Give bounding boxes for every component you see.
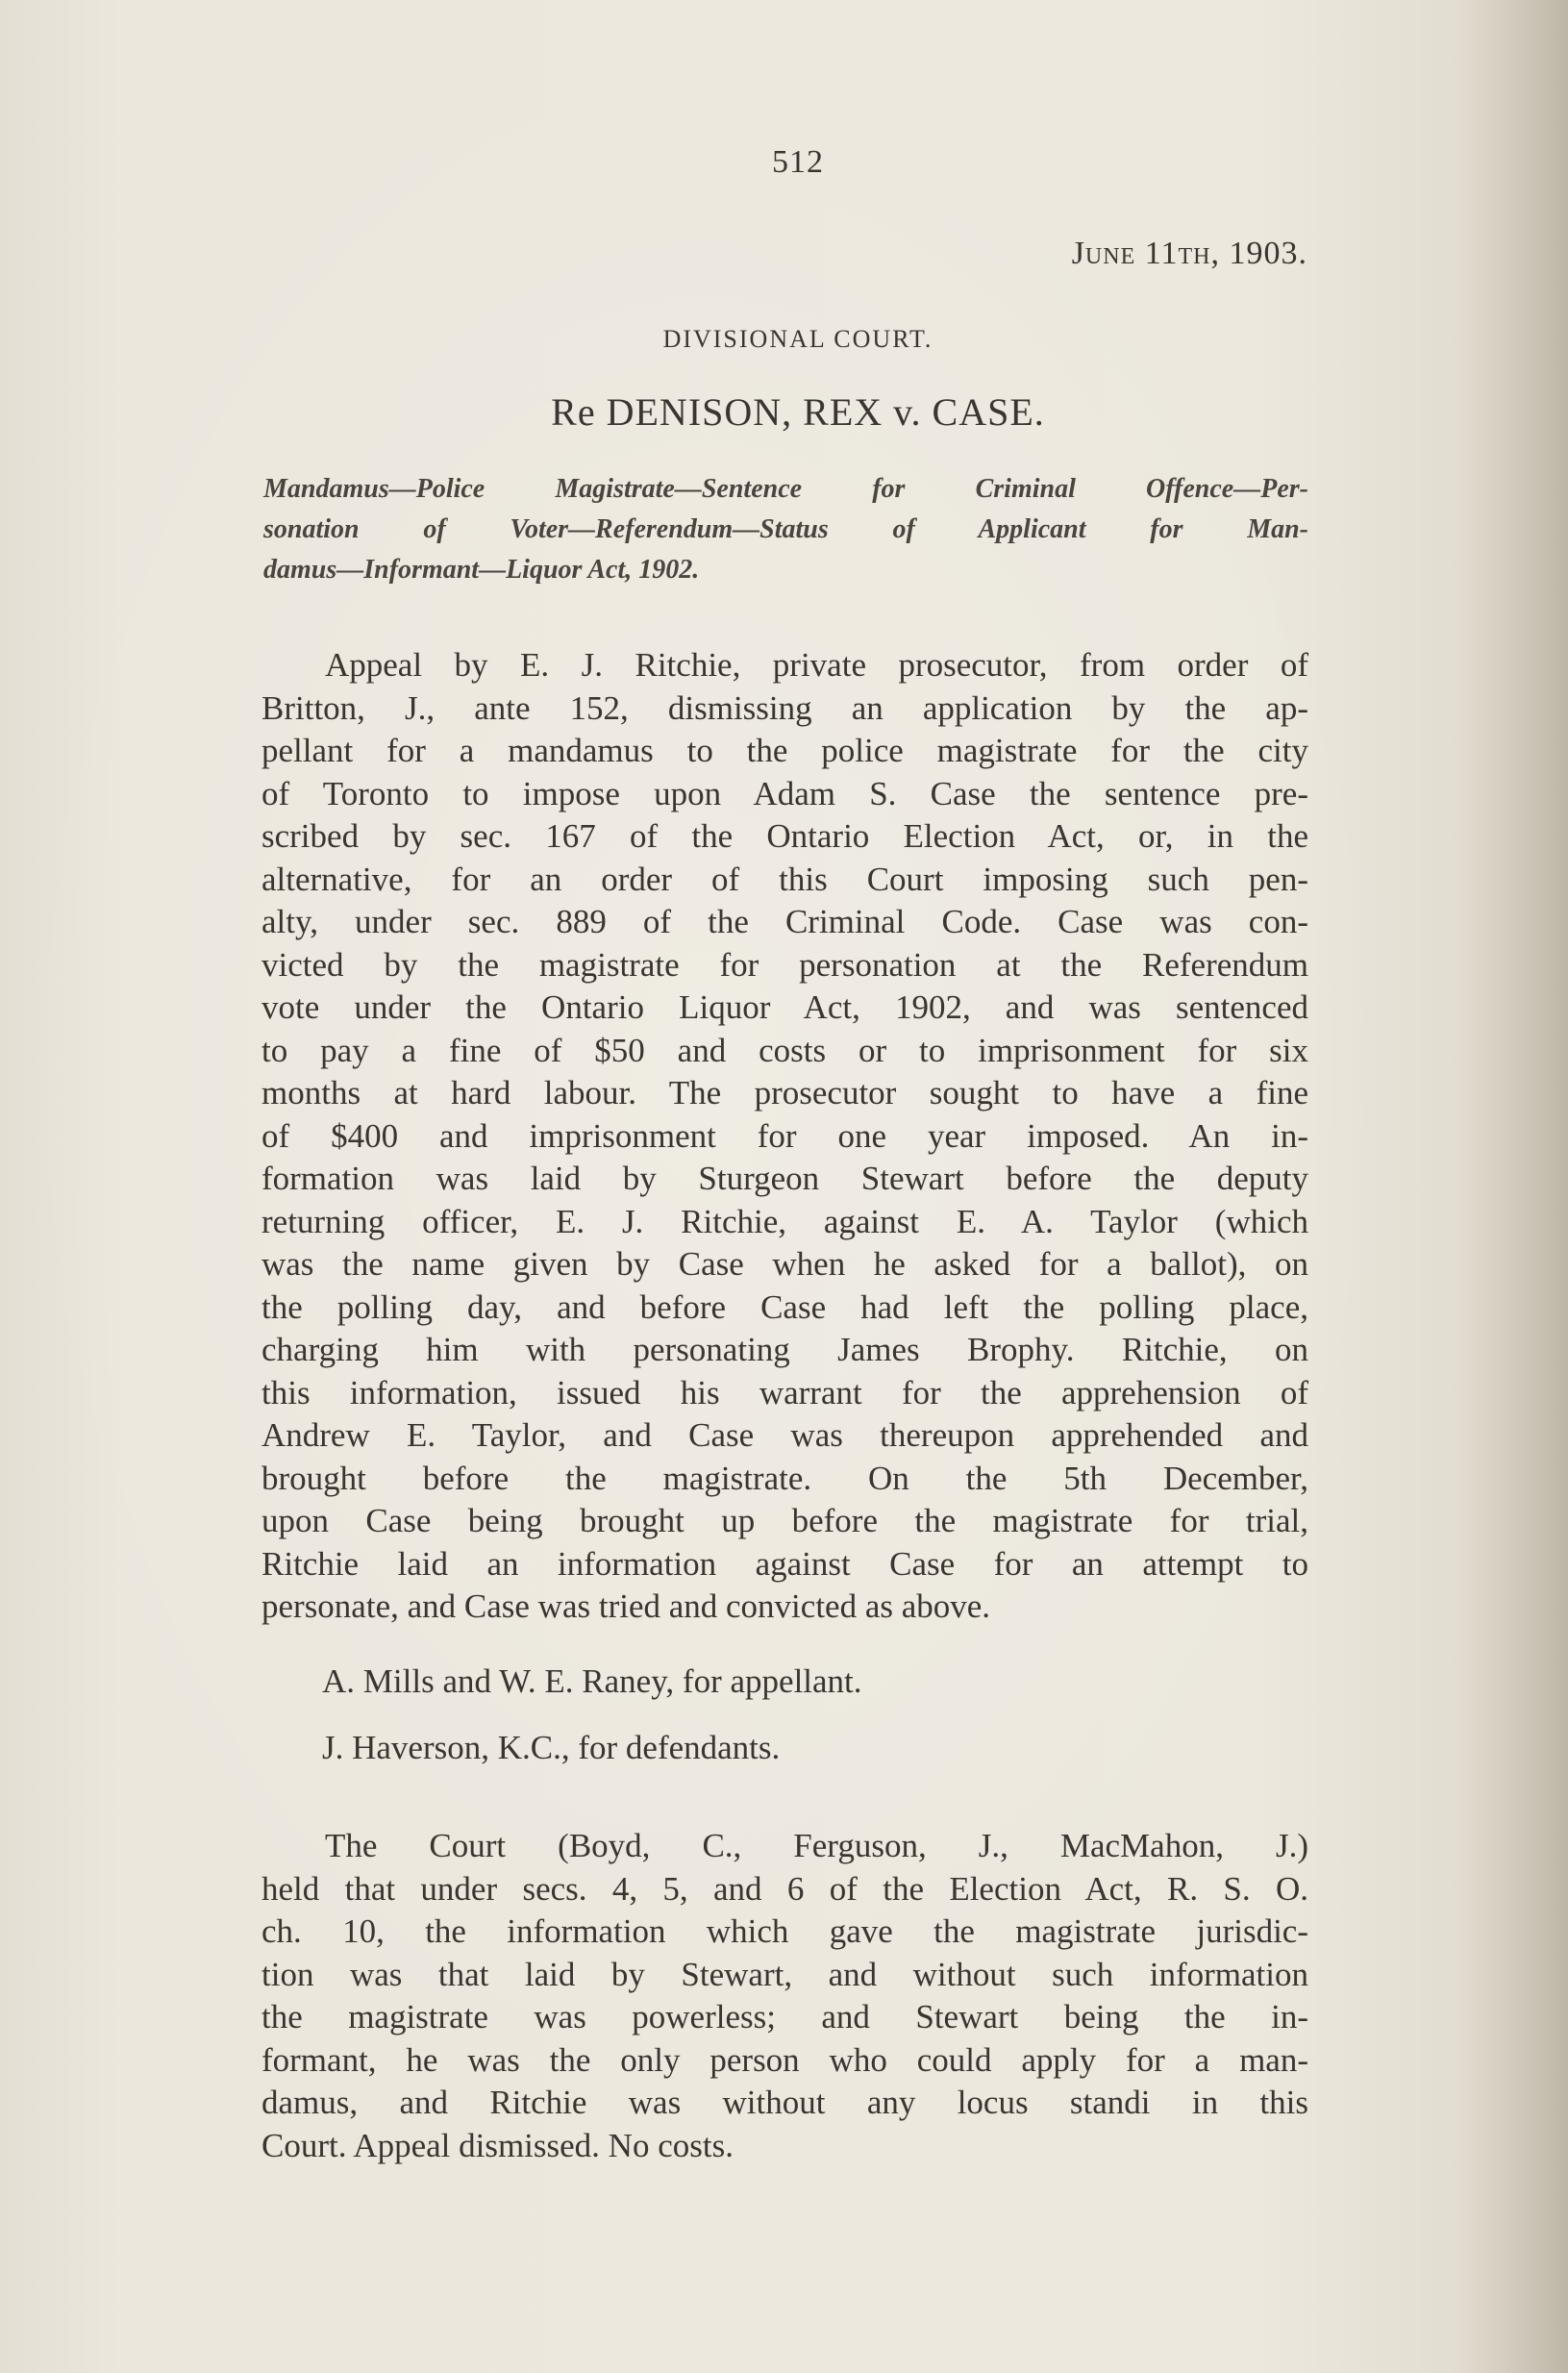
- facts-line: victed by the magistrate for personation at the Referendum: [261, 945, 1308, 984]
- page-number: 512: [772, 144, 824, 180]
- judgment-line: damus, and Ritchie was without any locus standi in this: [261, 2084, 1308, 2121]
- facts-line: formation was laid by Sturgeon Stewart before the deputy: [261, 1160, 1308, 1197]
- facts-line: months at hard labour. The prosecutor sought to have a fine: [261, 1074, 1308, 1112]
- judgment-line: Court. Appeal dismissed. No costs.: [261, 2126, 734, 2164]
- judgment-paragraph: [261, 1825, 1308, 2167]
- facts-line: alty, under sec. 889 of the Criminal Code. Case was con-: [261, 903, 1308, 940]
- facts-line: scribed by sec. 167 of the Ontario Election Act, or, in the: [261, 817, 1308, 855]
- facts-line: Ritchie laid an information against Case for an attempt to: [261, 1544, 1308, 1583]
- judgment-line: held that under secs. 4, 5, and 6 of the Election Act, R. S. O.: [261, 1869, 1308, 1908]
- facts-line: Britton, J., ante 152, dismissing an application by the ap-: [261, 688, 1308, 727]
- headnote: [263, 469, 1308, 590]
- case-title: Re DENISON, REX v. CASE.: [551, 390, 1045, 434]
- facts-line: personate, and Case was tried and convicted as above.: [261, 1587, 991, 1625]
- facts-line: Appeal by E. J. Ritchie, private prosecutor, from order of: [325, 646, 1308, 684]
- headnote-line: damus—Informant—Liquor Act, 1902.: [263, 555, 700, 585]
- facts-line: of Toronto to impose upon Adam S. Case the sentence pre-: [261, 774, 1308, 812]
- headnote-line: Mandamus—Police Magistrate—Sentence for Criminal Offence—Per-: [263, 474, 1308, 504]
- facts-paragraph: [261, 644, 1308, 1629]
- facts-line: of $400 and imprisonment for one year imposed. An in-: [261, 1116, 1308, 1155]
- facts-line: pellant for a mandamus to the police magistrate for the city: [261, 732, 1308, 769]
- decision-date: June 11th, 1903.: [1071, 236, 1307, 271]
- judgment-line: The Court (Boyd, C., Ferguson, J., MacMahon, J.): [325, 1827, 1308, 1864]
- facts-line: upon Case being brought up before the magistrate for trial,: [261, 1502, 1308, 1539]
- facts-line: the polling day, and before Case had left the polling place,: [261, 1287, 1308, 1326]
- headnote-line: sonation of Voter—Referendum—Status of Applicant for Man-: [263, 514, 1308, 544]
- facts-line: to pay a fine of $50 and costs or to imprisonment for six: [261, 1031, 1308, 1069]
- judgment-line: tion was that laid by Stewart, and without such information: [261, 1955, 1308, 1993]
- judgment-line: ch. 10, the information which gave the magistrate jurisdic-: [261, 1912, 1308, 1950]
- facts-line: returning officer, E. J. Ritchie, against E. A. Taylor (which: [261, 1202, 1308, 1240]
- facts-line: this information, issued his warrant for the apprehension of: [261, 1373, 1308, 1411]
- court-name: DIVISIONAL COURT.: [662, 325, 933, 353]
- facts-line: Andrew E. Taylor, and Case was thereupon apprehended and: [261, 1416, 1308, 1454]
- facts-line: charging him with personating James Brophy. Ritchie, on: [261, 1331, 1308, 1368]
- facts-line: brought before the magistrate. On the 5th December,: [261, 1459, 1308, 1497]
- counsel-appellant: A. Mills and W. E. Raney, for appellant.: [322, 1662, 862, 1700]
- judgment-line: formant, he was the only person who could apply for a man-: [261, 2040, 1308, 2079]
- judgment-line: the magistrate was powerless; and Stewart being the in-: [261, 1998, 1308, 2036]
- facts-line: was the name given by Case when he asked for a ballot), on: [261, 1245, 1308, 1283]
- facts-line: alternative, for an order of this Court imposing such pen-: [261, 860, 1308, 898]
- facts-line: vote under the Ontario Liquor Act, 1902, and was sentenced: [261, 988, 1308, 1026]
- counsel-defendants: J. Haverson, K.C., for defendants.: [322, 1729, 781, 1766]
